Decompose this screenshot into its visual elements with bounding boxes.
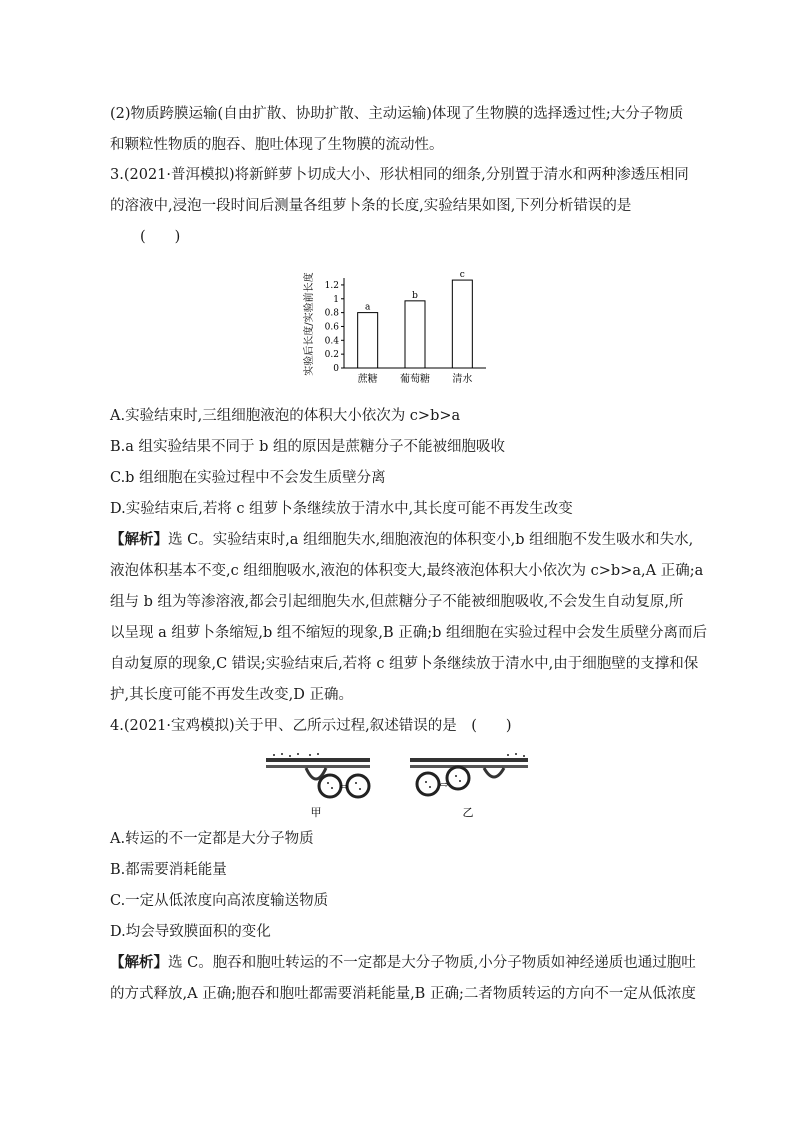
analysis-line: 自动复原的现象,C 错误;实验结束后,若将 c 组萝卜条继续放于清水中,由于细胞壁的支撑和保 — [110, 656, 699, 672]
option-c: C.一定从低浓度向高浓度输送物质 — [110, 893, 329, 909]
analysis-line: 以呈现 a 组萝卜条缩短,b 组不缩短的现象,B 正确;b 组细胞在实验过程中会发生质壁分离而后 — [110, 625, 708, 641]
membrane-inner — [266, 765, 370, 768]
figure-label-jia: 甲 — [310, 806, 322, 819]
option-a: A.转运的不一定都是大分子物质 — [110, 831, 314, 847]
y-tick-label: 1 — [333, 294, 339, 305]
analysis-text: 选 C。实验结束时,a 组细胞失水,细胞液泡的体积变小,b 组细胞不发生吸水和失水, — [168, 532, 694, 548]
analysis-line — [110, 953, 696, 973]
figure-label-yi: 乙 — [462, 806, 474, 819]
membrane-fusion — [484, 768, 504, 777]
arrow-icon: ⇨ — [340, 782, 349, 793]
analysis-line: 组与 b 组为等渗溶液,都会引起细胞失水,但蔗糖分子不能被细胞吸收,不会发生自动复原,所 — [110, 594, 684, 610]
option-c: C.b 组细胞在实验过程中不会发生质壁分离 — [110, 470, 386, 486]
bar-data-label: a — [364, 302, 371, 313]
vesicle — [347, 775, 369, 797]
bar — [405, 301, 425, 368]
option-b: B.a 组实验结果不同于 b 组的原因是蔗糖分子不能被细胞吸收 — [110, 439, 506, 455]
option-b: B.都需要消耗能量 — [110, 862, 227, 878]
y-tick-label: 0.8 — [324, 308, 339, 319]
analysis-line: 的方式释放,A 正确;胞吞和胞吐都需要消耗能量,B 正确;二者物质转运的方向不一定从低浓度 — [110, 986, 696, 1002]
y-tick-label: 1.2 — [324, 280, 339, 291]
analysis-tag: 【解析】 — [110, 531, 168, 548]
vesicle — [417, 773, 439, 795]
x-category-label: 蔗糖 — [357, 374, 378, 385]
bar-chart — [290, 258, 490, 390]
figure-yi — [410, 753, 528, 819]
y-tick-label: 0.4 — [324, 336, 339, 347]
y-tick-label: 0 — [333, 364, 339, 374]
y-axis-label: 实验后长度/实验前长度 — [304, 272, 315, 376]
membrane-outer — [266, 758, 370, 762]
bar — [452, 280, 472, 368]
x-category-label: 葡萄糖 — [400, 374, 430, 385]
figure-jia — [266, 753, 370, 819]
vesicle — [319, 775, 341, 797]
question-stem: 的溶液中,浸泡一段时间后测量各组萝卜条的长度,实验结果如图,下列分析错误的是 — [110, 198, 632, 214]
analysis-line — [110, 530, 693, 550]
vesicle — [447, 767, 469, 789]
text-line: 和颗粒性物质的胞吞、胞吐体现了生物膜的流动性。 — [110, 137, 444, 153]
x-category-label: 清水 — [452, 374, 473, 385]
y-tick-label: 0.6 — [324, 322, 339, 333]
question-stem: 3.(2021·普洱模拟)将新鲜萝卜切成大小、形状相同的细条,分别置于清水和两种渗透压相同 — [110, 167, 689, 183]
y-tick-label: 0.2 — [324, 350, 339, 361]
option-a: A.实验结束时,三组细胞液泡的体积大小依次为 c>b>a — [110, 408, 461, 424]
bar — [358, 313, 378, 368]
analysis-text: 选 C。胞吞和胞吐转运的不一定都是大分子物质,小分子物质如神经递质也通过胞吐 — [168, 955, 696, 971]
arrow-icon: ⇨ — [440, 780, 449, 791]
option-d: D.均会导致膜面积的变化 — [110, 924, 271, 940]
membrane-outer — [410, 758, 528, 762]
bar-data-label: c — [459, 270, 465, 281]
membrane-inner — [410, 765, 528, 768]
analysis-line: 液泡体积基本不变,c 组细胞吸水,液泡的体积变大,最终液泡体积大小依次为 c>b>a,A 正确;a — [110, 563, 704, 579]
endocytosis-exocytosis-diagram — [262, 752, 532, 820]
answer-bracket: ( ) — [140, 229, 181, 245]
text-line: (2)物质跨膜运输(自由扩散、协助扩散、主动运输)体现了生物膜的选择透过性;大分子物质 — [110, 106, 684, 122]
bar-data-label: b — [412, 290, 418, 301]
analysis-tag: 【解析】 — [110, 954, 168, 971]
question-stem: 4.(2021·宝鸡模拟)关于甲、乙所示过程,叙述错误的是 ( ) — [110, 718, 512, 734]
analysis-line: 护,其长度可能不再发生改变,D 正确。 — [110, 687, 353, 703]
option-d: D.实验结束后,若将 c 组萝卜条继续放于清水中,其长度可能不再发生改变 — [110, 501, 573, 517]
